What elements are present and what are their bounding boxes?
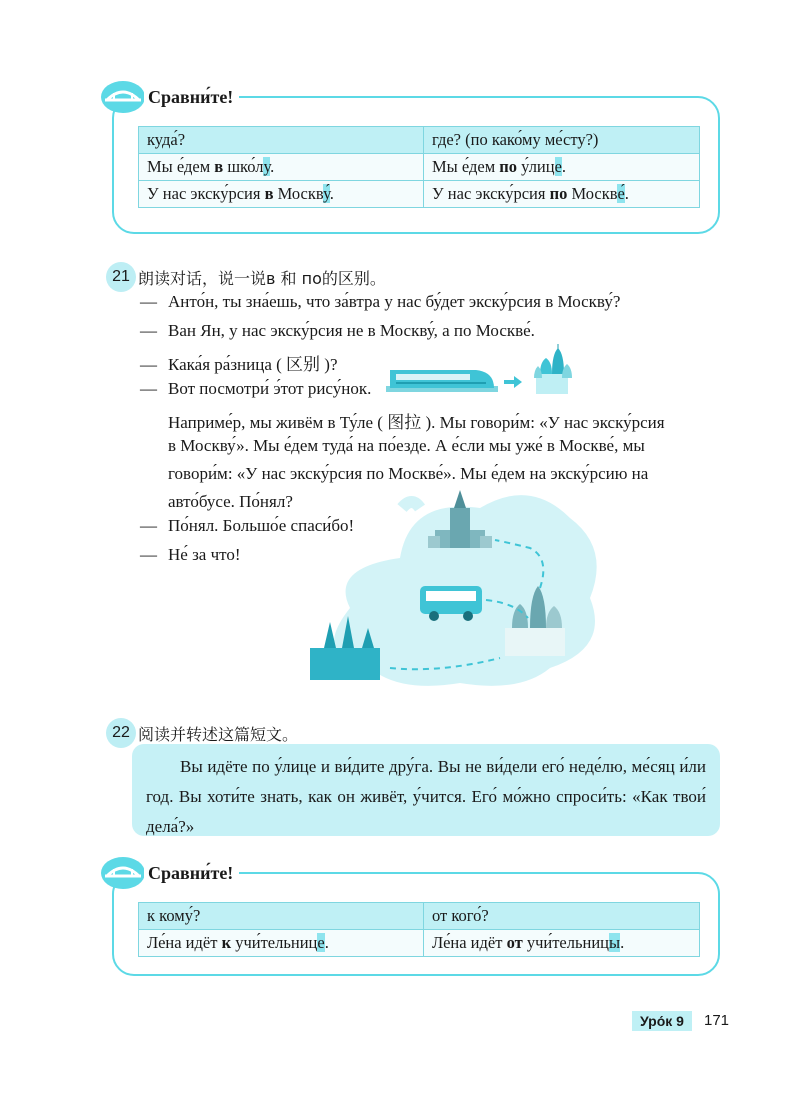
dialogue-line: — Не́ за что! xyxy=(140,545,241,564)
city-tour-illustration xyxy=(290,478,610,698)
table-cell: Ле́на идёт к учи́тельнице. xyxy=(139,930,424,957)
table-cell: У нас экску́рсия в Москву́. xyxy=(139,181,424,208)
table-cell: Мы е́дем по у́лице. xyxy=(424,154,700,181)
train-illustration xyxy=(386,364,498,398)
table-cell: куда́? xyxy=(139,127,424,154)
table-row xyxy=(139,127,700,154)
table-cell: Ле́на идёт от учи́тельницы. xyxy=(424,930,700,957)
compare-title-2: Сравни́те! xyxy=(144,863,239,884)
exercise-number: 21 xyxy=(106,262,136,292)
reading-text-box xyxy=(132,744,720,836)
dialogue-line: — Анто́н, ты зна́ешь, что за́втра у нас бу́дет экску́рсия в Москву́? xyxy=(140,292,621,311)
compare-table-1 xyxy=(138,126,700,208)
dialogue-line: — Ван Ян, у нас экску́рсия не в Москву́, а по Москве́. xyxy=(140,321,535,340)
bridge-icon xyxy=(100,856,146,890)
arrow-icon xyxy=(504,376,522,388)
page-number: 171 xyxy=(704,1012,730,1029)
cathedral-small-icon xyxy=(530,344,574,394)
bridge-icon xyxy=(100,80,146,114)
table-row xyxy=(139,154,700,181)
table-cell: где? (по како́му ме́сту?) xyxy=(424,127,700,154)
table-cell: к кому́? xyxy=(139,903,424,930)
compare-table-2 xyxy=(138,902,700,957)
table-row xyxy=(139,903,700,930)
exercise-instruction: 阅读并转述这篇短文。 xyxy=(138,725,299,744)
dialogue-line: — Вот посмотри́ э́тот рису́нок. xyxy=(140,379,372,398)
dialogue-line: Наприме́р, мы живём в Ту́ле ( 图拉 ). Мы говори́м: «У нас экску́рсия xyxy=(168,413,665,432)
dialogue-line: говори́м: «У нас экску́рсия по Москве́». Мы е́дем на экску́рсию на xyxy=(168,464,649,483)
dialogue-line: в Москву́». Мы е́дем туда́ на по́езде. А е́сли мы уже́ в Москве́, мы xyxy=(168,436,645,455)
reading-text: Вы идёте по у́лице и ви́дите дру́га. Вы не ви́дели его́ неде́лю, ме́сяц и́ли год. Вы хоти́те знать, как он живёт, у́чится. Его́ мо́жно спроси́ть: «Как твои́ дела́?» xyxy=(146,757,706,836)
table-cell: У нас экску́рсия по Москве́. xyxy=(424,181,700,208)
exercise-number: 22 xyxy=(106,718,136,748)
dialogue-line: авто́бусе. По́нял? xyxy=(168,492,293,511)
table-cell: Мы е́дем в шко́лу. xyxy=(139,154,424,181)
table-row xyxy=(139,181,700,208)
compare-title-1: Сравни́те! xyxy=(144,87,239,108)
table-row xyxy=(139,930,700,957)
dialogue-line: — Кака́я ра́зница ( 区别 )? xyxy=(140,355,338,374)
dialogue-line: — По́нял. Большо́е спаси́бо! xyxy=(140,516,355,535)
table-cell: от кого́? xyxy=(424,903,700,930)
lesson-label: Уро́к 9 xyxy=(632,1011,692,1031)
exercise-instruction: 朗读对话，说一说в 和 по的区别。 xyxy=(138,269,386,288)
